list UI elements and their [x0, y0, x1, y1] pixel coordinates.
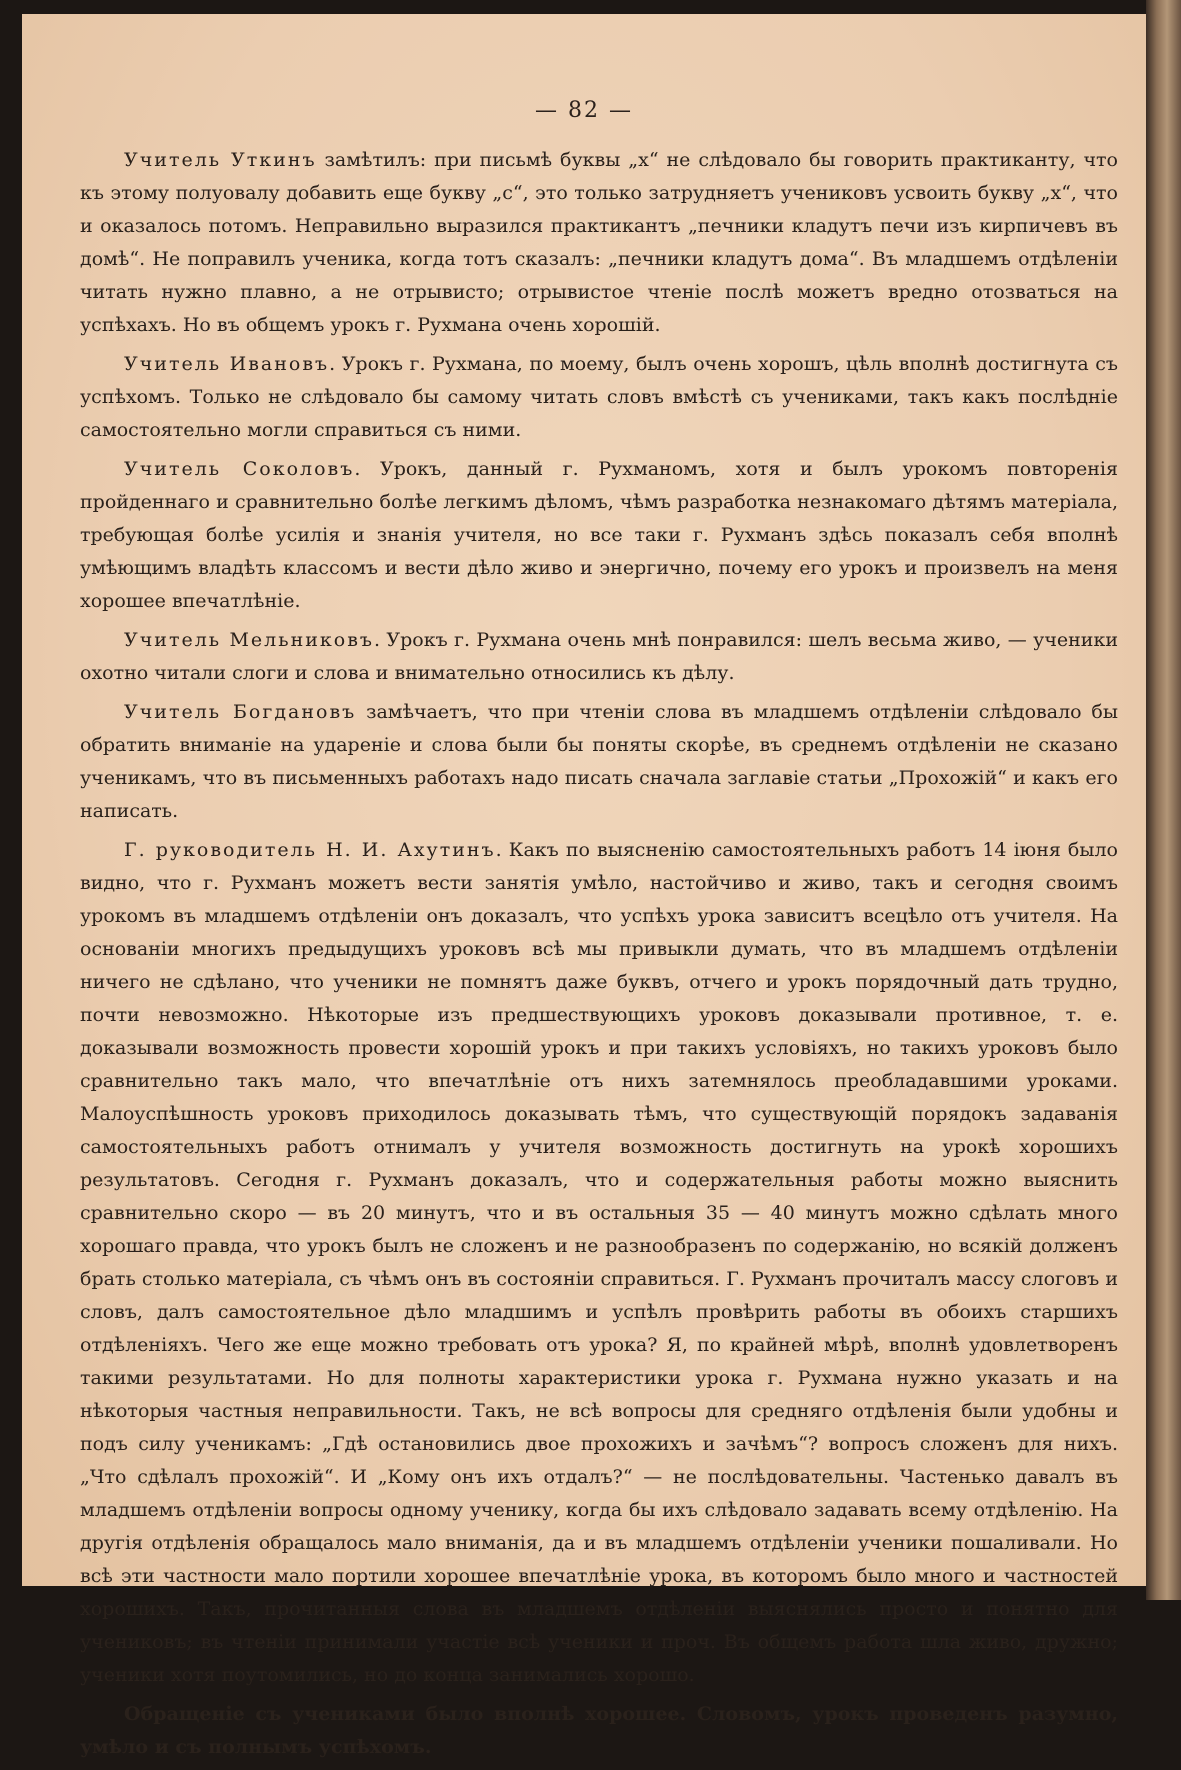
paragraph [80, 144, 1118, 342]
paragraph [80, 348, 1118, 447]
closing-paragraph [80, 1698, 1118, 1764]
page-text [80, 144, 1118, 1770]
book-page [22, 14, 1146, 1758]
speaker-name: Учитель Уткинъ [124, 149, 317, 171]
paragraph [80, 696, 1118, 828]
paragraph-text: . Урокъ, данный г. Рухманомъ, хотя и былъ урокомъ повторенія пройденнаго и сравнительно болѣе легкимъ дѣломъ, чѣмъ разработка незнакомаго дѣтямъ матеріала, требующая болѣе усилія и знанія учителя, но все таки г. Рухманъ здѣсь показалъ себя вполнѣ умѣющимъ владѣть классомъ и вести дѣло живо и энергично, почему его урокъ и произвелъ на меня хорошее впечатлѣніе. [80, 458, 1118, 612]
paragraph-text: . Урокъ г. Рухмана, по моему, былъ очень хорошъ, цѣль вполнѣ достигнута съ успѣхомъ. Только не слѣдовало бы самому читать словъ вмѣстѣ съ учениками, такъ какъ послѣдніе самостоятельно могли справиться съ ними. [80, 353, 1118, 441]
paragraph-text: Обращеніе съ учениками было вполнѣ хорошее. Словомъ, урокъ проведенъ разумно, умѣло и съ полнымъ успѣхомъ. [80, 1703, 1118, 1758]
page-number: — 82 — [535, 98, 633, 123]
book-spine [1146, 0, 1181, 1600]
paragraph [80, 453, 1118, 618]
speaker-name: Учитель Богдановъ [124, 701, 357, 723]
paragraph-text: замѣтилъ: при письмѣ буквы „x“ не слѣдовало бы говорить практиканту, что къ этому полуовалу добавить еще букву „c“, это только затрудняетъ учениковъ усвоить букву „x“, что и оказалось потомъ. Неправильно выразился практикантъ „печники кладутъ печи изъ кирпичевъ въ домѣ“. Не поправилъ ученика, когда тотъ сказалъ: „печники кладутъ дома“. Въ младшемъ отдѣленіи читать нужно плавно, а не отрывисто; отрывистое чтеніе послѣ можетъ вредно отозваться на успѣхахъ. Но въ общемъ урокъ г. Рухмана очень хорошій. [80, 149, 1118, 336]
paragraph-text: замѣчаетъ, что при чтеніи слова въ младшемъ отдѣленіи слѣдовало бы обратить вниманіе на удареніе и слова были бы поняты скорѣе, въ среднемъ отдѣленіи не сказано ученикамъ, что въ письменныхъ работахъ надо писать сначала заглавіе статьи „Прохожій“ и какъ его написать. [80, 701, 1118, 822]
speaker-name: Г. руководитель Н. И. Ахутинъ [124, 839, 496, 861]
speaker-name: Учитель Мельниковъ [124, 629, 375, 651]
paragraph-text: . Какъ по выясненію самостоятельныхъ работъ 14 іюня было видно, что г. Рухманъ можетъ вести занятія умѣло, настойчиво и живо, такъ и сегодня своимъ урокомъ въ младшемъ отдѣленіи онъ доказалъ, что успѣхъ урока зависитъ всецѣло отъ учителя. На основаніи многихъ предыдущихъ уроковъ всѣ мы привыкли думать, что въ младшемъ отдѣленіи ничего не сдѣлано, что ученики не помнятъ даже буквъ, отчего и урокъ порядочный дать трудно, почти невозможно. Нѣкоторые изъ предшествующихъ уроковъ доказывали противное, т. е. доказывали возможность провести хорошій урокъ и при такихъ условіяхъ, но такихъ уроковъ было сравнительно такъ мало, что впечатлѣніе отъ нихъ затемнялось преобладавшими уроками. Малоуспѣшность уроковъ приходилось доказывать тѣмъ, что существующій порядокъ задаванія самостоятельныхъ работъ отнималъ у учителя возможность достигнуть на урокѣ хорошихъ результатовъ. Сегодня г. Рухманъ доказалъ, что и содержательныя работы можно выяснить сравнительно скоро — въ 20 минутъ, что и въ остальныя 35 — 40 минутъ можно сдѣлать много хорошаго правда, что урокъ былъ не сложенъ и не разнообразенъ по содержанію, но всякій долженъ брать столько матеріала, съ чѣмъ онъ въ состояніи справиться. Г. Рухманъ прочиталъ массу слоговъ и словъ, далъ самостоятельное дѣло младшимъ и успѣлъ провѣрить работы въ обоихъ старшихъ отдѣленіяхъ. Чего же еще можно требовать отъ урока? Я, по крайней мѣрѣ, вполнѣ удовлетворенъ такими результатами. Но для полноты характеристики урока г. Рухмана нужно указать и на нѣкоторыя частныя неправильности. Такъ, не всѣ вопросы для средняго отдѣленія были удобны и подъ силу ученикамъ: „Гдѣ остановились двое прохожихъ и зачѣмъ“? вопросъ сложенъ для нихъ. „Что сдѣлалъ прохожій“. И „Кому онъ ихъ отдалъ?“ — не послѣдовательны. Частенько давалъ въ младшемъ отдѣленіи вопросы одному ученику, когда бы ихъ слѣдовало задавать всему отдѣленію. На другія отдѣленія обращалось мало вниманія, да и въ младшемъ отдѣленіи ученики пошаливали. Но всѣ эти частности мало портили хорошее впечатлѣніе урока, въ которомъ было много и частностей хорошихъ. Такъ, прочитанныя слова въ младшемъ отдѣленіи выяснялись просто и понятно для учениковъ; въ чтеніи принимали участіе всѣ ученики и проч. Въ общемъ работа шла живо, дружно; ученики хотя поутомились, но до конца занимались хорошо. [80, 839, 1118, 1686]
speaker-name: Учитель Ивановъ [124, 353, 330, 375]
speaker-name: Учитель Соколовъ [124, 458, 355, 480]
paragraph [80, 834, 1118, 1692]
paragraph-text: . Урокъ г. Рухмана очень мнѣ понравился: шелъ весьма живо, — ученики охотно читали слоги и слова и внимательно относились къ дѣлу. [80, 629, 1118, 684]
paragraph [80, 624, 1118, 690]
